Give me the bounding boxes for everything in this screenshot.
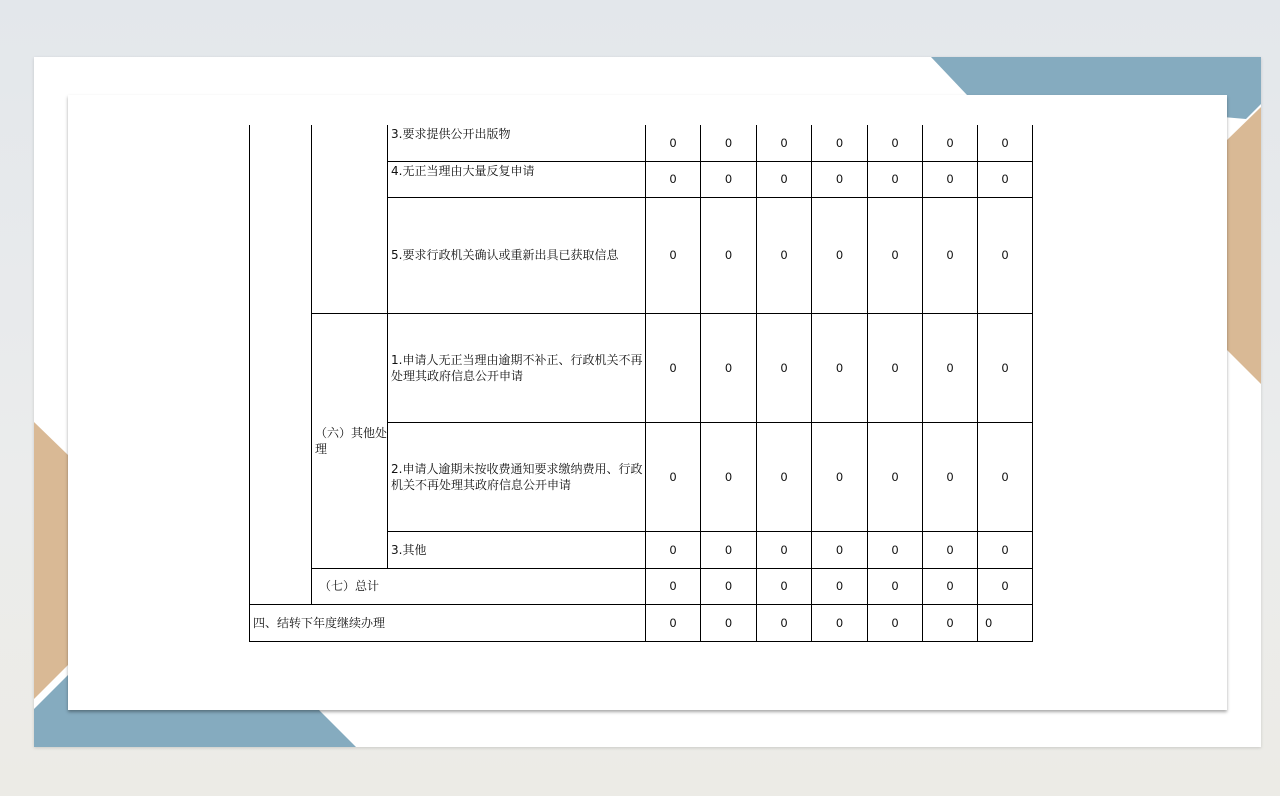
value-cell: 0	[868, 422, 923, 531]
value-cell: 0	[923, 161, 978, 197]
value-cell: 0	[923, 125, 978, 161]
table-row	[250, 604, 1033, 641]
deco-tan-left	[34, 422, 68, 699]
value-cell: 0	[923, 197, 978, 313]
value-cell: 0	[923, 531, 978, 568]
value-cell: 0	[646, 125, 701, 161]
value-cell: 0	[812, 568, 868, 604]
value-cell: 0	[701, 313, 757, 422]
value-cell: 0	[868, 197, 923, 313]
value-cell: 0	[868, 531, 923, 568]
value-cell: 0	[646, 197, 701, 313]
value-cell: 0	[868, 604, 923, 641]
value-cell: 0	[923, 568, 978, 604]
value-cell: 0	[923, 422, 978, 531]
row-label: 3.其他	[388, 531, 646, 568]
row-label: 1.申请人无正当理由逾期不补正、行政机关不再处理其政府信息公开申请	[388, 313, 646, 422]
row-label: 4.无正当理由大量反复申请	[388, 161, 646, 197]
value-cell: 0	[868, 161, 923, 197]
row-label: 5.要求行政机关确认或重新出具已获取信息	[388, 197, 646, 313]
value-cell: 0	[701, 422, 757, 531]
disclosure-table	[249, 125, 1033, 642]
value-cell: 0	[646, 313, 701, 422]
value-cell: 0	[757, 313, 812, 422]
value-cell: 0	[646, 568, 701, 604]
value-cell: 0	[868, 125, 923, 161]
subcategory-cell	[312, 125, 388, 313]
value-cell: 0	[812, 422, 868, 531]
row-label-carry-over: 四、结转下年度继续办理	[250, 604, 646, 641]
value-cell: 0	[812, 604, 868, 641]
value-cell: 0	[923, 604, 978, 641]
value-cell: 0	[978, 604, 1033, 641]
value-cell: 0	[978, 161, 1033, 197]
row-label-total: （七）总计	[312, 568, 646, 604]
value-cell: 0	[701, 197, 757, 313]
value-cell: 0	[978, 197, 1033, 313]
value-cell: 0	[757, 197, 812, 313]
value-cell: 0	[923, 313, 978, 422]
value-cell: 0	[812, 125, 868, 161]
value-cell: 0	[757, 604, 812, 641]
value-cell: 0	[978, 422, 1033, 531]
value-cell: 0	[812, 313, 868, 422]
table-row	[250, 313, 1033, 422]
row-label: 3.要求提供公开出版物	[388, 125, 646, 161]
group-label-other-handling: （六）其他处理	[312, 313, 388, 568]
value-cell: 0	[978, 125, 1033, 161]
value-cell: 0	[701, 125, 757, 161]
value-cell: 0	[978, 568, 1033, 604]
value-cell: 0	[646, 422, 701, 531]
value-cell: 0	[812, 161, 868, 197]
deco-tan-right	[1227, 107, 1261, 384]
value-cell: 0	[757, 568, 812, 604]
value-cell: 0	[757, 531, 812, 568]
value-cell: 0	[868, 568, 923, 604]
value-cell: 0	[646, 161, 701, 197]
value-cell: 0	[646, 531, 701, 568]
value-cell: 0	[757, 422, 812, 531]
document-page	[68, 95, 1227, 710]
table-row	[250, 568, 1033, 604]
value-cell: 0	[757, 125, 812, 161]
value-cell: 0	[812, 531, 868, 568]
value-cell: 0	[978, 313, 1033, 422]
value-cell: 0	[701, 568, 757, 604]
value-cell: 0	[646, 604, 701, 641]
value-cell: 0	[757, 161, 812, 197]
outer-category-cell	[250, 125, 312, 604]
table-row	[250, 125, 1033, 161]
value-cell: 0	[701, 161, 757, 197]
value-cell: 0	[868, 313, 923, 422]
value-cell: 0	[812, 197, 868, 313]
value-cell: 0	[701, 531, 757, 568]
row-label: 2.申请人逾期未按收费通知要求缴纳费用、行政机关不再处理其政府信息公开申请	[388, 422, 646, 531]
value-cell: 0	[978, 531, 1033, 568]
value-cell: 0	[701, 604, 757, 641]
